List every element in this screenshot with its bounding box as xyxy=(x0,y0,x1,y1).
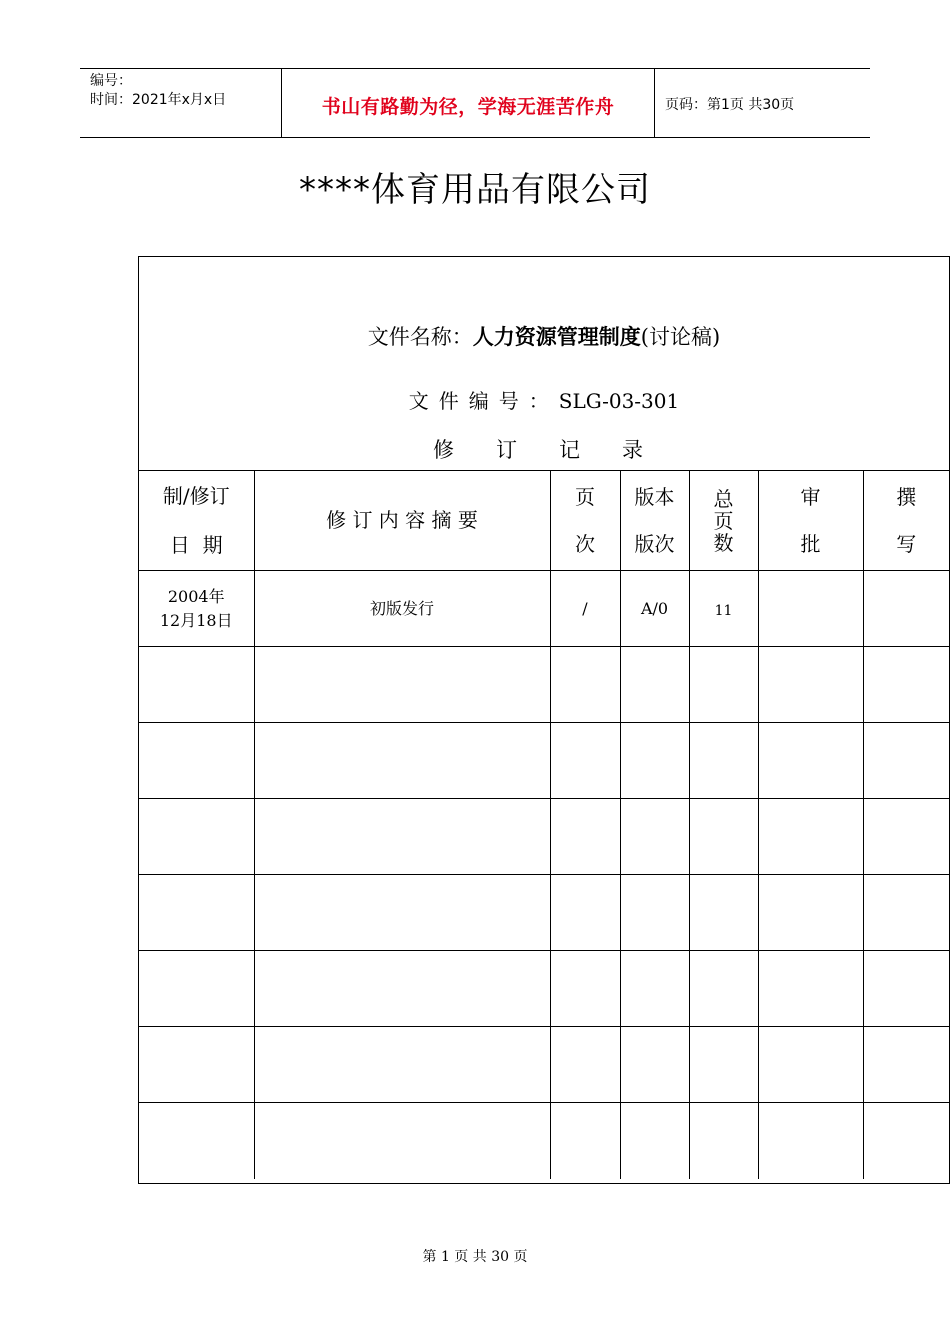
company-title: ****体育用品有限公司 xyxy=(299,170,651,210)
file-number-value: SLG-03-301 xyxy=(558,389,680,413)
file-number-line xyxy=(139,385,949,414)
row-page xyxy=(550,723,620,799)
row-summary xyxy=(254,723,550,799)
row-date: 2004年 12月18日 xyxy=(139,571,254,647)
header-author xyxy=(863,471,949,571)
file-name-suffix: (讨论稿) xyxy=(640,325,721,349)
header-author-line2: 写 xyxy=(896,531,917,556)
row-summary xyxy=(254,951,550,1027)
row-summary: 初版发行 xyxy=(254,571,550,647)
header-page-info: 页码：第1页 共30页 xyxy=(665,97,795,113)
revision-record-title: 修订记录 xyxy=(433,438,685,462)
file-name-line xyxy=(139,321,949,351)
row-author xyxy=(863,875,949,951)
header-version-line2: 版次 xyxy=(634,531,675,556)
header-summary: 修 订 内 容 摘 要 xyxy=(254,471,550,571)
row-approve xyxy=(758,647,863,723)
table-row xyxy=(139,1027,949,1103)
row-date xyxy=(139,1027,254,1103)
row-summary xyxy=(254,1103,550,1179)
file-name-label: 文件名称： xyxy=(367,325,473,349)
row-page xyxy=(550,875,620,951)
row-total xyxy=(689,1027,758,1103)
row-approve xyxy=(758,875,863,951)
row-date xyxy=(139,1103,254,1179)
header-motto-cell xyxy=(282,69,655,137)
row-date xyxy=(139,799,254,875)
row-total xyxy=(689,875,758,951)
header-date-line2: 日 期 xyxy=(169,532,223,557)
header-page-line2: 次 xyxy=(575,531,595,556)
row-date xyxy=(139,875,254,951)
row-author xyxy=(863,951,949,1027)
header-band xyxy=(80,68,870,138)
table-row xyxy=(139,799,949,875)
header-meta-cell xyxy=(80,69,282,137)
header-version-line1: 版本 xyxy=(634,484,675,509)
page-footer: 第 1 页 共 30 页 xyxy=(422,1249,528,1265)
row-version xyxy=(620,1103,689,1179)
header-approve-line1: 审 xyxy=(800,484,821,509)
row-page xyxy=(550,647,620,723)
header-page-cell xyxy=(655,69,870,137)
header-date xyxy=(139,471,254,571)
document-frame xyxy=(138,256,950,1184)
row-date xyxy=(139,951,254,1027)
header-author-line1: 撰 xyxy=(896,484,917,509)
row-author xyxy=(863,723,949,799)
row-summary xyxy=(254,799,550,875)
header-version xyxy=(620,471,689,571)
row-version: A/0 xyxy=(620,571,689,647)
row-author xyxy=(863,647,949,723)
header-date-line1: 制/修订 xyxy=(162,483,230,508)
table-row xyxy=(139,647,949,723)
file-name-value: 人力资源管理制度 xyxy=(472,325,641,349)
row-version xyxy=(620,647,689,723)
document-time-label: 时间：2021年x月x日 xyxy=(90,92,227,108)
header-page xyxy=(550,471,620,571)
row-total xyxy=(689,799,758,875)
header-approve-line2: 批 xyxy=(800,531,821,556)
table-row xyxy=(139,723,949,799)
row-version xyxy=(620,723,689,799)
row-version xyxy=(620,875,689,951)
table-row xyxy=(139,1103,949,1179)
row-version xyxy=(620,799,689,875)
row-total xyxy=(689,1103,758,1179)
row-author xyxy=(863,1103,949,1179)
row-version xyxy=(620,1027,689,1103)
row-date xyxy=(139,723,254,799)
row-summary xyxy=(254,647,550,723)
row-approve xyxy=(758,951,863,1027)
motto-text: 书山有路勤为径，学海无涯苦作舟 xyxy=(321,96,615,118)
document-number-label: 编号： xyxy=(90,73,132,89)
row-summary xyxy=(254,1027,550,1103)
row-page: / xyxy=(550,571,620,647)
row-page xyxy=(550,951,620,1027)
row-total: 11 xyxy=(689,571,758,647)
file-number-label: 文件编号： xyxy=(408,389,559,413)
row-date xyxy=(139,647,254,723)
row-approve xyxy=(758,1027,863,1103)
header-page-line1: 页 xyxy=(575,484,595,509)
row-approve xyxy=(758,723,863,799)
header-approve xyxy=(758,471,863,571)
header-total-pages-text: 总页数 xyxy=(713,486,734,555)
row-total xyxy=(689,647,758,723)
row-page xyxy=(550,1027,620,1103)
row-version xyxy=(620,951,689,1027)
header-total-pages xyxy=(689,471,758,571)
row-approve xyxy=(758,1103,863,1179)
row-page xyxy=(550,799,620,875)
row-author xyxy=(863,1027,949,1103)
row-author xyxy=(863,571,949,647)
row-total xyxy=(689,723,758,799)
row-approve xyxy=(758,799,863,875)
row-page xyxy=(550,1103,620,1179)
table-row xyxy=(139,875,949,951)
table-row xyxy=(139,951,949,1027)
row-total xyxy=(689,951,758,1027)
revision-table xyxy=(139,470,949,1179)
row-approve xyxy=(758,571,863,647)
row-summary xyxy=(254,875,550,951)
table-header-row xyxy=(139,471,949,571)
table-row xyxy=(139,571,949,647)
row-author xyxy=(863,799,949,875)
